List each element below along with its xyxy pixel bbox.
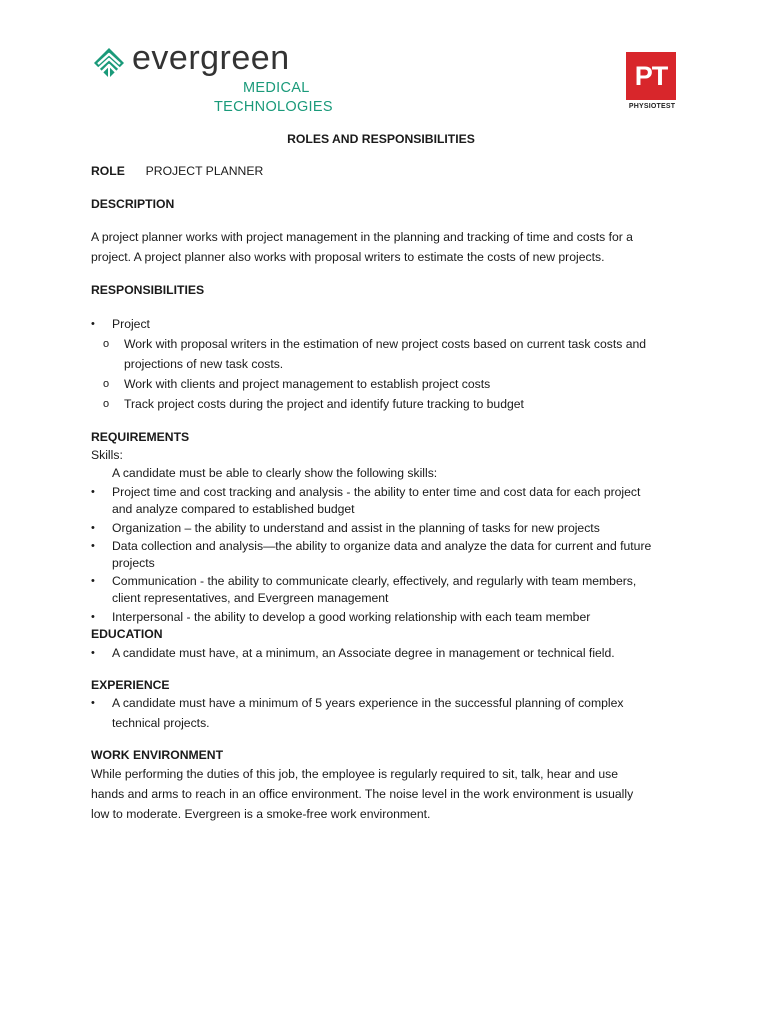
bullet-icon: •: [91, 486, 95, 498]
skill-text: Organization – the ability to understand and assist in the planning of tasks for new projects: [112, 521, 600, 535]
skill-text: Project time and cost tracking and analysis - the ability to enter time and cost data for each project: [112, 485, 641, 499]
skill-text: Communication - the ability to communicate clearly, effectively, and regularly with team members,: [112, 574, 637, 588]
brand-subtitle-technologies: TECHNOLOGIES: [214, 99, 333, 115]
bullet-icon: •: [91, 540, 95, 552]
responsibilities-heading: RESPONSIBILITIES: [91, 283, 205, 297]
skills-label: Skills:: [91, 448, 123, 462]
work-environment-line: hands and arms to reach in an office environment. The noise level in the work environment is usually: [91, 787, 634, 801]
experience-text: A candidate must have a minimum of 5 years experience in the successful planning of complex: [112, 696, 624, 710]
description-heading: DESCRIPTION: [91, 197, 175, 211]
role-label: ROLE: [91, 164, 125, 178]
experience-heading: EXPERIENCE: [91, 678, 170, 692]
sub-bullet-icon: o: [103, 398, 110, 410]
bullet-icon: •: [91, 647, 95, 659]
pt-logo-label: PHYSIOTEST: [628, 103, 676, 110]
experience-text: technical projects.: [112, 716, 210, 730]
skill-text: and analyze compared to established budget: [112, 502, 355, 516]
skill-text: projects: [112, 556, 155, 570]
sub-item-text: Track project costs during the project and identify future tracking to budget: [124, 397, 524, 411]
physiotest-logo: [626, 52, 678, 118]
evergreen-tree-icon: [92, 46, 126, 80]
bullet-icon: •: [91, 522, 95, 534]
page-title: ROLES AND RESPONSIBILITIES: [287, 132, 475, 146]
role-line: [91, 161, 691, 181]
bullet-icon: •: [91, 697, 95, 709]
work-environment-line: While performing the duties of this job, the employee is regularly required to sit, talk, hear and use: [91, 767, 619, 781]
role-value: PROJECT PLANNER: [145, 164, 264, 178]
sub-bullet-icon: o: [103, 338, 110, 350]
brand-wordmark: evergreen: [132, 39, 290, 77]
sub-item-text: projections of new task costs.: [124, 357, 284, 371]
evergreen-logo: [92, 39, 352, 120]
sub-item-text: Work with proposal writers in the estimation of new project costs based on current task costs and: [124, 337, 647, 351]
work-environment-heading: WORK ENVIRONMENT: [91, 748, 224, 762]
skill-text: Data collection and analysis—the ability to organize data and analyze the data for current and future: [112, 539, 652, 553]
education-heading: EDUCATION: [91, 627, 163, 641]
bullet-icon: •: [91, 611, 95, 623]
sub-bullet-icon: o: [103, 378, 110, 390]
description-line: A project planner works with project management in the planning and tracking of time and costs for a: [91, 230, 633, 244]
requirements-heading: REQUIREMENTS: [91, 430, 190, 444]
pt-logo-box: PT: [626, 52, 676, 100]
skill-text: client representatives, and Evergreen management: [112, 591, 389, 605]
description-line: project. A project planner also works with proposal writers to estimate the costs of new projects.: [91, 250, 605, 264]
education-text: A candidate must have, at a minimum, an Associate degree in management or technical field.: [112, 646, 615, 660]
sub-item-text: Work with clients and project management to establish project costs: [124, 377, 491, 391]
bullet-icon: •: [91, 318, 95, 330]
skill-text: Interpersonal - the ability to develop a good working relationship with each team member: [112, 610, 591, 624]
responsibility-project: Project: [112, 317, 150, 331]
skills-intro-text: A candidate must be able to clearly show the following skills:: [112, 466, 438, 480]
work-environment-line: low to moderate. Evergreen is a smoke-free work environment.: [91, 807, 431, 821]
brand-subtitle-medical: MEDICAL: [243, 80, 310, 96]
bullet-icon: •: [91, 575, 95, 587]
